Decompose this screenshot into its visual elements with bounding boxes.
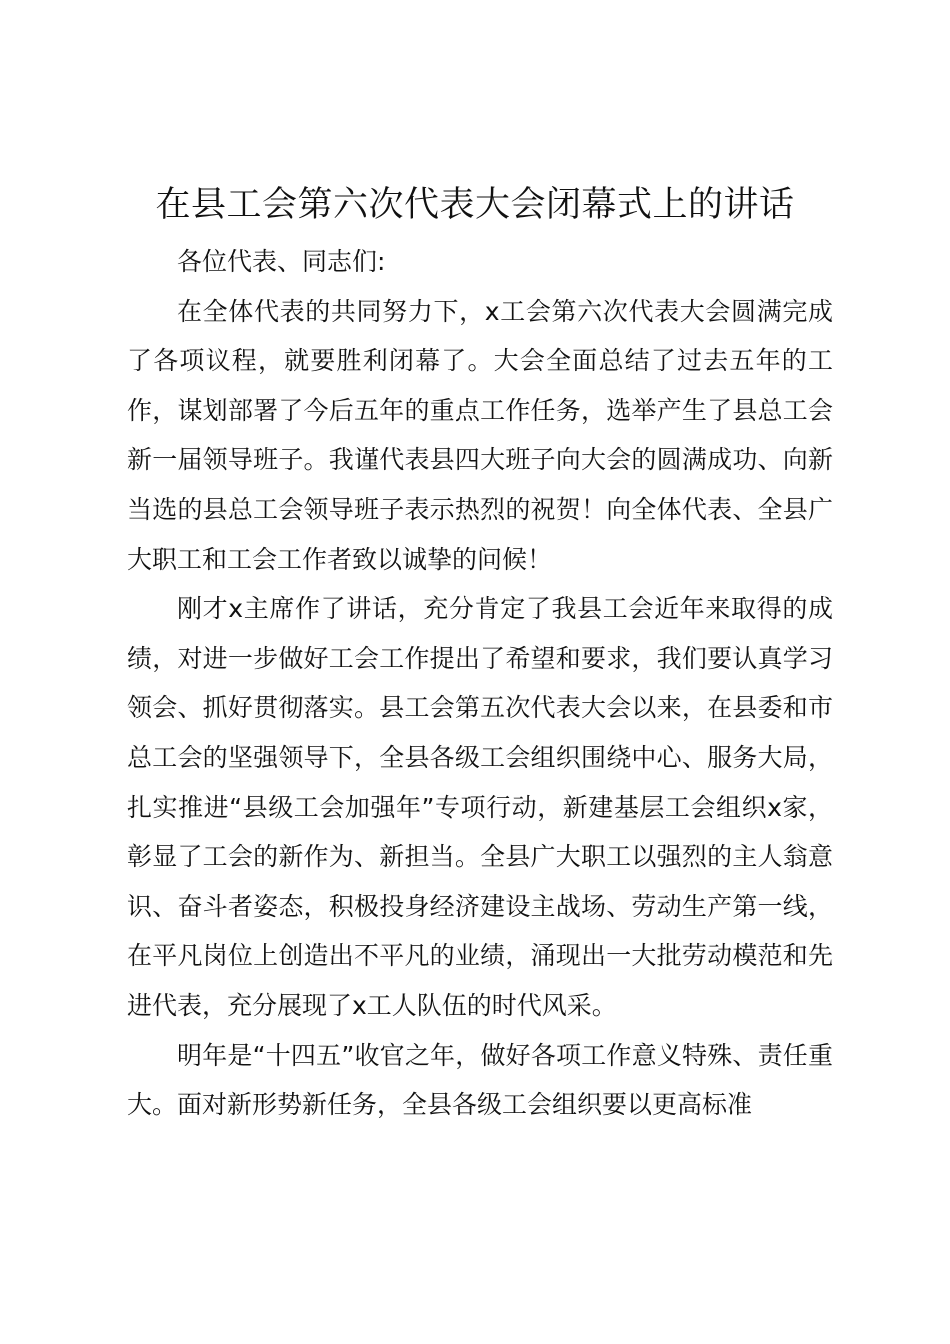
paragraph-1: 在全体代表的共同努力下，x工会第六次代表大会圆满完成了各项议程，就要胜利闭幕了。大会全面总结了过去五年的工作，谋划部署了今后五年的重点工作任务，选举产生了县总工会新一届领导班子。我谨代表县四大班子向大会的圆满成功、向新当选的县总工会领导班子表示热烈的祝贺！向全体代表、全县广大职工和工会工作者致以诚挚的问候！ — [127, 296, 833, 574]
paragraph-3: 明年是“十四五”收官之年，做好各项工作意义特殊、责任重大。面对新形势新任务，全县各级工会组织要以更高标准 — [127, 1040, 833, 1120]
paragraph-2: 刚才x主席作了讲话，充分肯定了我县工会近年来取得的成绩，对进一步做好工会工作提出了希望和要求，我们要认真学习领会、抓好贯彻落实。县工会第五次代表大会以来，在县委和市总工会的坚强领导下，全县各级工会组织围绕中心、服务大局，扎实推进“县级工会加强年”专项行动，新建基层工会组织x家，彰显了工会的新作为、新担当。全县广大职工以强烈的主人翁意识、奋斗者姿态，积极投身经济建设主战场、劳动生产第一线，在平凡岗位上创造出不平凡的业绩，涌现出一大批劳动模范和先进代表，充分展现了x工人队伍的时代风采。 — [127, 594, 833, 1020]
salutation: 各位代表、同志们: — [177, 247, 386, 276]
document-body — [127, 237, 833, 1130]
document-title: 在县工会第六次代表大会闭幕式上的讲话 — [155, 185, 795, 225]
